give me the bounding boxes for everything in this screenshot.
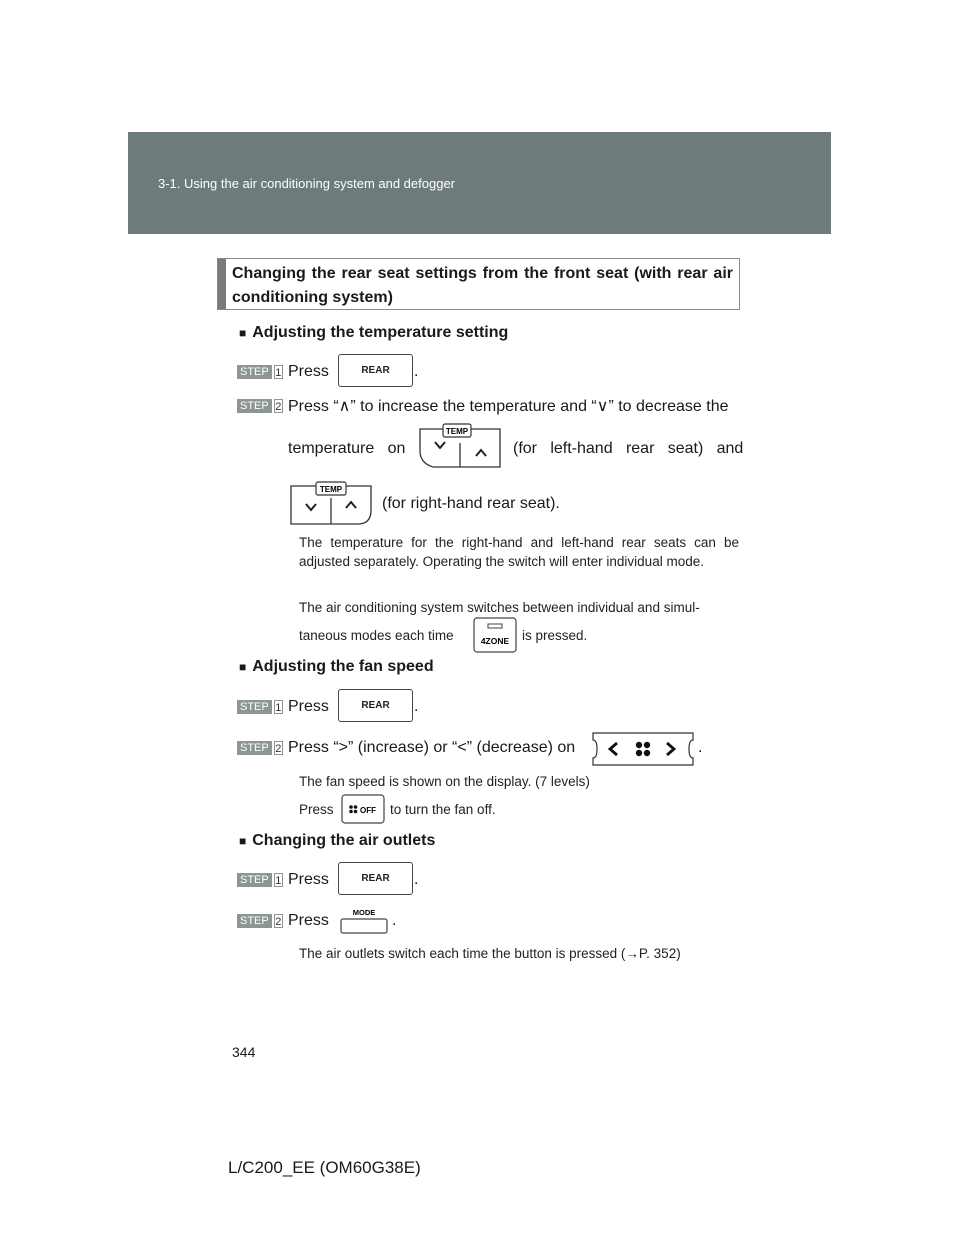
step-text: temperature on <box>288 440 406 457</box>
step-badge: STEP 2 <box>237 741 283 755</box>
step-end: . <box>414 871 419 888</box>
bullet-icon: ■ <box>239 660 247 674</box>
step-text: Press <box>288 698 329 715</box>
temp-switch-left-icon[interactable] <box>417 423 503 469</box>
temp-label: TEMP <box>445 427 469 436</box>
4zone-label: 4ZONE <box>480 636 510 646</box>
step-badge: STEP 1 <box>237 873 283 887</box>
temp-label: TEMP <box>319 485 343 494</box>
step-end: . <box>414 698 419 715</box>
document-code: L/C200_EE (OM60G38E) <box>228 1158 421 1177</box>
step-text: (for left-hand rear seat) and <box>513 440 744 457</box>
step-text: Press <box>288 871 329 888</box>
step-badge: STEP 1 <box>237 365 283 379</box>
step-end: . <box>698 739 703 756</box>
fan-heading: ■ Adjusting the fan speed <box>239 658 434 675</box>
rear-button[interactable]: REAR <box>338 354 413 387</box>
note-text: The temperature for the right-hand and left-hand rear seats can be adjusted separately. Operating the switch will enter individual mode. <box>299 535 739 569</box>
step-badge: STEP 1 <box>237 700 283 714</box>
outlets-heading: ■ Changing the air outlets <box>239 832 436 849</box>
section-bar <box>218 259 226 309</box>
note-text: The fan speed is shown on the display. (7 levels) <box>299 774 590 789</box>
header-title: 3-1. Using the air conditioning system and defogger <box>158 176 456 191</box>
section-box <box>217 258 740 310</box>
note-text: Press <box>299 802 334 817</box>
off-label: OFF <box>360 806 376 815</box>
step-text: (for right-hand rear seat). <box>382 495 560 512</box>
temp-switch-right-icon[interactable] <box>288 480 374 526</box>
step-text: Press <box>288 363 329 380</box>
step-end: . <box>392 912 397 929</box>
4zone-button[interactable] <box>473 617 517 653</box>
mode-button[interactable] <box>339 905 389 937</box>
bullet-icon: ■ <box>239 834 247 848</box>
note-text: taneous modes each time <box>299 628 454 643</box>
note-text: to turn the fan off. <box>390 802 496 817</box>
mode-label: MODE <box>352 908 376 917</box>
step-text: Press “∧” to increase the temperature and “∨” to decrease the <box>288 398 729 415</box>
step-badge: STEP 2 <box>237 399 283 413</box>
fan-off-button[interactable] <box>341 794 385 824</box>
section-title: Changing the rear seat settings from the front seat (with rear air conditioning system) <box>232 265 733 306</box>
note-text: The air outlets switch each time the button is pressed (→P. 352) <box>299 946 681 961</box>
page-number: 344 <box>232 1044 256 1060</box>
rear-button[interactable]: REAR <box>338 689 413 722</box>
step-text: Press “>” (increase) or “<” (decrease) on <box>288 739 576 756</box>
bullet-icon: ■ <box>239 326 247 340</box>
fan-speed-switch[interactable] <box>589 731 697 767</box>
note-text: is pressed. <box>522 628 588 643</box>
note-text: The air conditioning system switches between individual and simul- <box>299 600 700 615</box>
rear-button[interactable]: REAR <box>338 862 413 895</box>
step-end: . <box>414 363 419 380</box>
temperature-heading: ■ Adjusting the temperature setting <box>239 324 509 341</box>
step-text: Press <box>288 912 329 929</box>
step-badge: STEP 2 <box>237 914 283 928</box>
